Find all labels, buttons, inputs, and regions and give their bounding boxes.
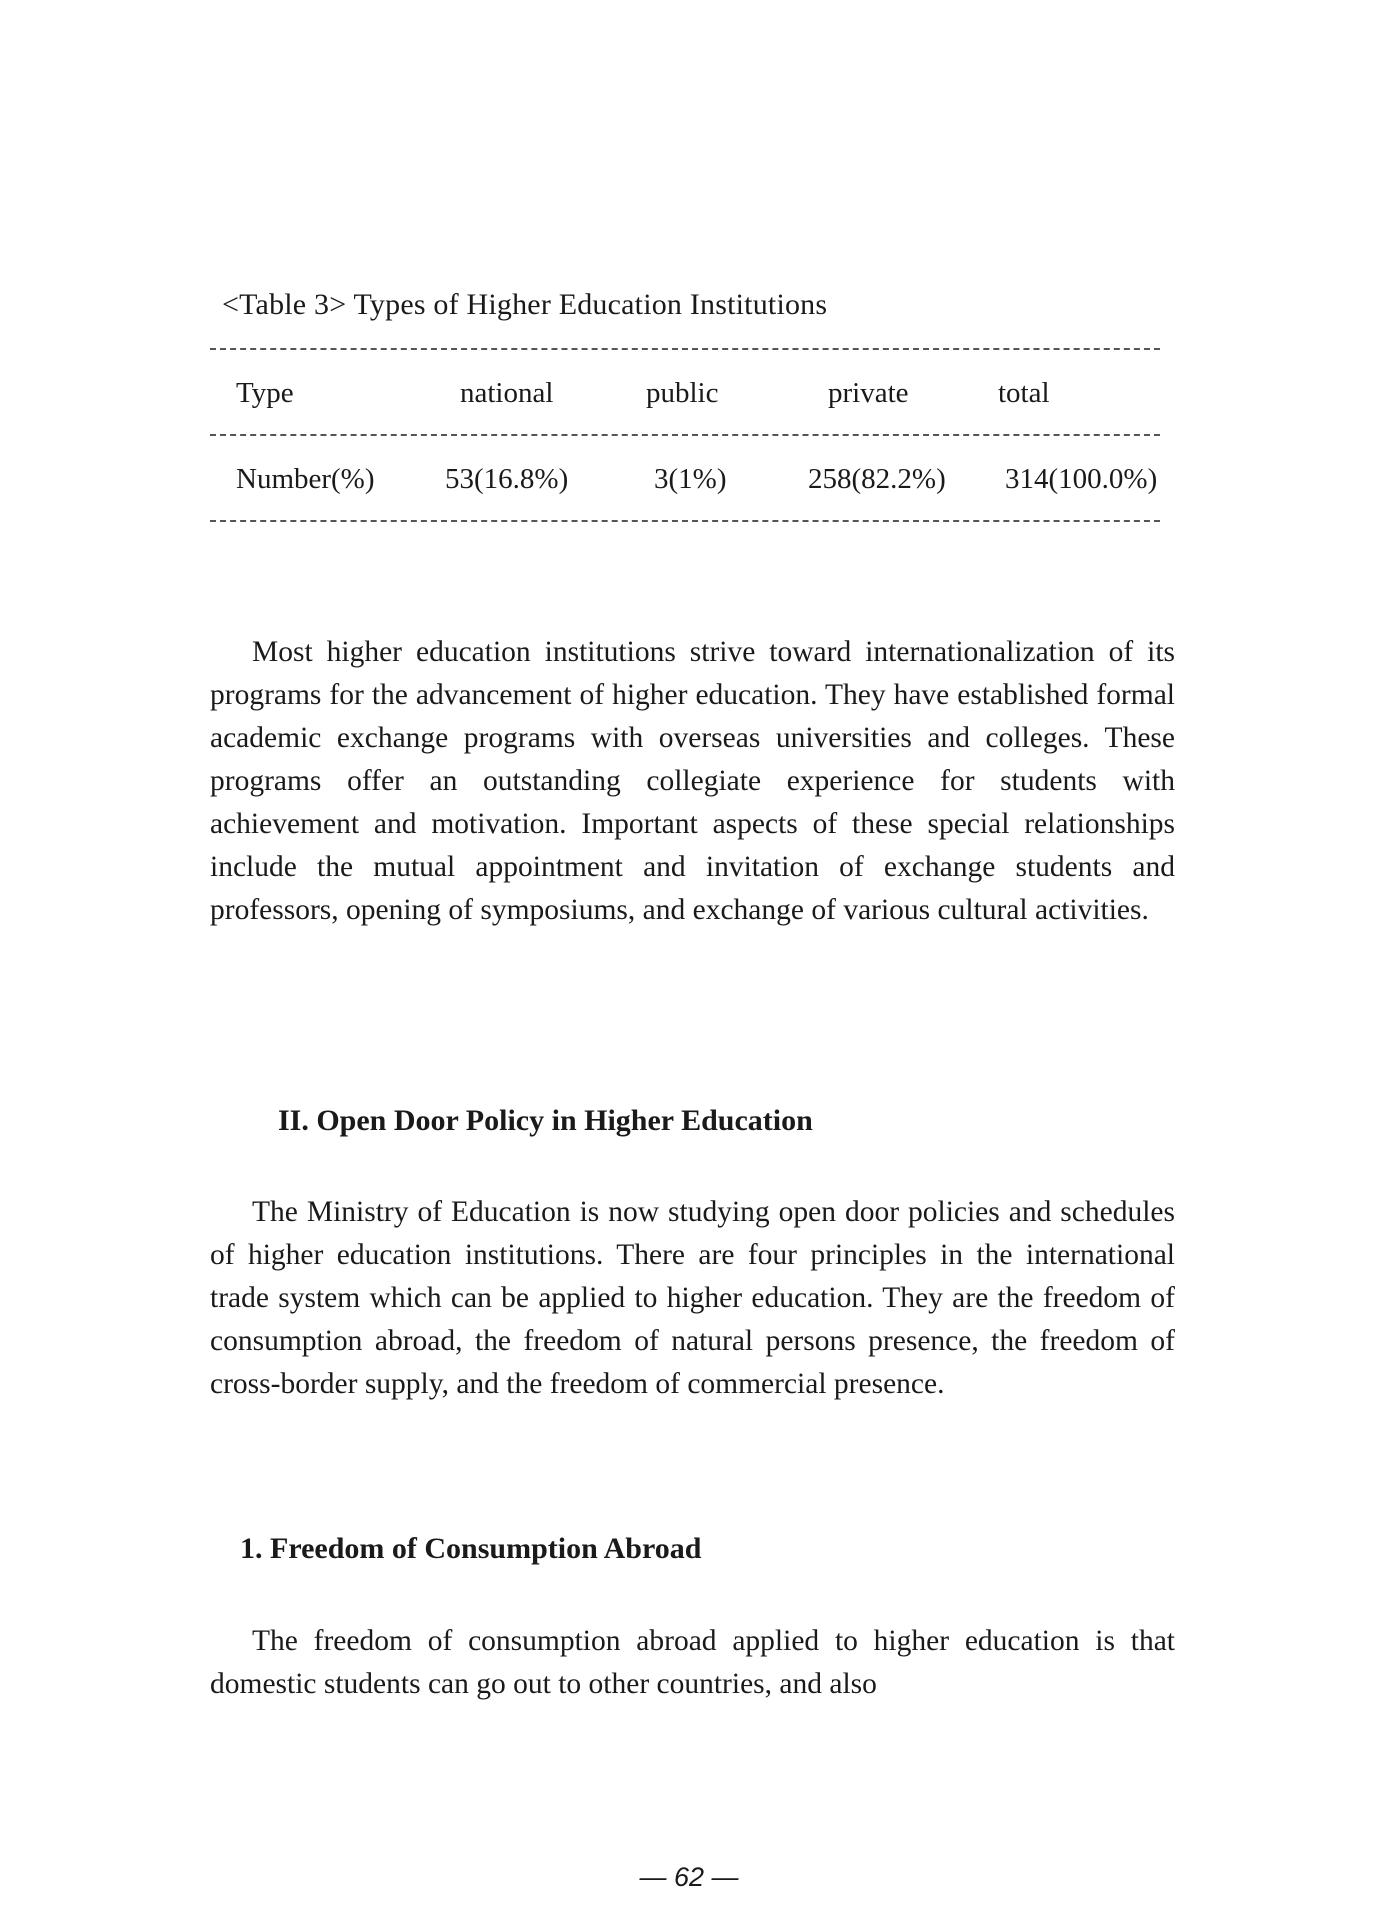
body-paragraph: The freedom of consumption abroad applied to higher education is that domestic students can go out to other countries, and also (210, 1625, 1175, 1700)
body-paragraph: Most higher education institutions strive toward internationalization of its programs for the advancement of higher education. They have established formal academic exchange programs with overseas universities and colleges. These programs offer an outstanding collegiate experience for students with achievement and motivation. Important aspects of these special relationships include the mutual appointment and invitation of exchange students and professors, opening of symposiums, and exchange of various cultural activities. (210, 636, 1175, 926)
table-cell: 258(82.2%) (808, 463, 946, 495)
table-top-rule (210, 348, 1160, 350)
section-heading: II. Open Door Policy in Higher Education (278, 1104, 813, 1137)
table-cell: 53(16.8%) (445, 463, 569, 495)
subsection-heading: 1. Freedom of Consumption Abroad (240, 1532, 702, 1565)
table-cell: 3(1%) (654, 463, 727, 495)
table-middle-rule (210, 434, 1160, 436)
table-caption: <Table 3> Types of Higher Education Institutions (222, 288, 828, 321)
table-header-cell: total (998, 377, 1050, 409)
table-header-cell: private (828, 377, 909, 409)
table-cell: Number(%) (236, 463, 375, 495)
table-bottom-rule (210, 520, 1160, 522)
body-paragraph: The Ministry of Education is now studying open door policies and schedules of higher education institutions. There are four principles in the international trade system which can be applied to higher education. They are the freedom of consumption abroad, the freedom of natural persons presence, the freedom of cross-border supply, and the freedom of commercial presence. (210, 1196, 1175, 1400)
table-header-cell: national (460, 377, 554, 409)
page-number: — 62 — (639, 1862, 739, 1892)
table-header-cell: Type (236, 377, 294, 409)
table-header-cell: public (646, 377, 719, 409)
table-cell: 314(100.0%) (1005, 463, 1158, 495)
